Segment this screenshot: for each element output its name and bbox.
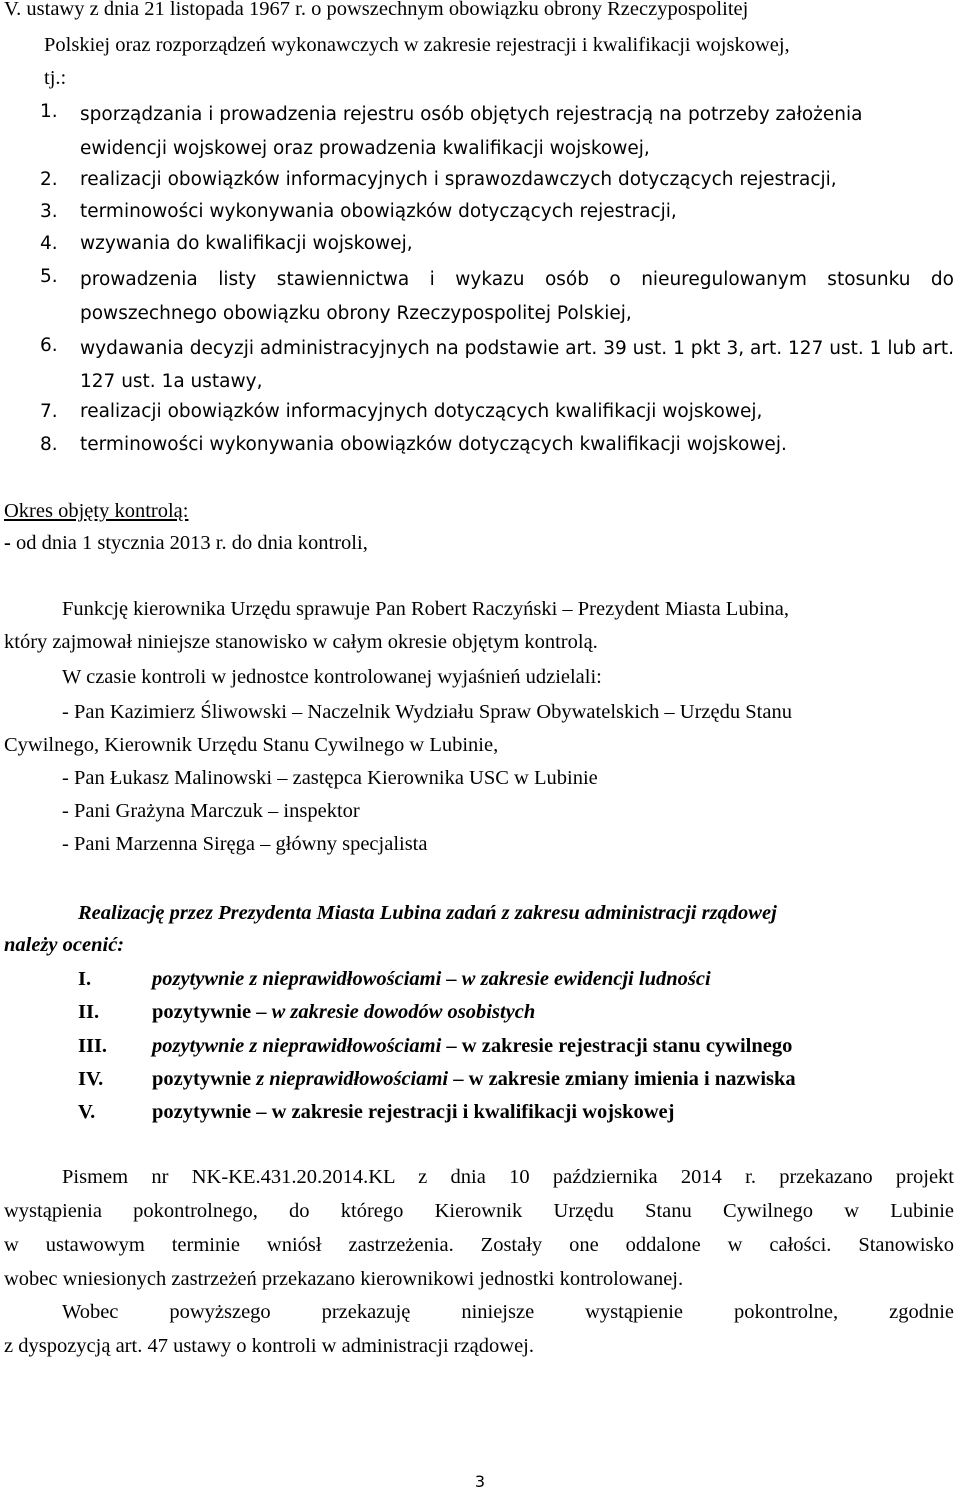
period-dash: - <box>4 532 16 554</box>
explainer-4: - Pani Marzenna Siręga – główny specjalista <box>62 833 428 855</box>
closing-p1-l2: wystąpienia pokontrolnego, do którego Kierownik Urzędu Stanu Cywilnego w Lubinie <box>4 1200 954 1222</box>
assessment-line-1: Realizację przez Prezydenta Miasta Lubina zadań z zakresu administracji rządowej <box>78 902 777 924</box>
list-text: wydawania decyzji administracyjnych na podstawie art. 39 ust. 1 pkt 3, art. 127 ust. 1 lub art. 127 ust. 1a ustawy, <box>80 338 954 392</box>
explainer-3: - Pani Grażyna Marczuk – inspektor <box>62 800 360 822</box>
assessment-verdict: pozytywnie – <box>152 1001 272 1023</box>
period-to: do dnia kontroli, <box>226 532 368 554</box>
list-number: 3. <box>40 201 58 222</box>
explainer-1-line-2: Cywilnego, Kierownik Urzędu Stanu Cywilnego w Lubinie, <box>4 734 499 756</box>
assessment-row-3 <box>78 1031 954 1063</box>
list-number: 4. <box>40 233 58 254</box>
list-text: wzywania do kwalifikacji wojskowej, <box>80 233 413 254</box>
page-number: 3 <box>474 1472 486 1491</box>
roman-numeral: IV. <box>78 1068 104 1090</box>
list-item-5 <box>40 263 954 331</box>
head-line-1: Funkcję kierownika Urzędu sprawuje Pan Robert Raczyński – Prezydent Miasta Lubina, <box>62 598 789 620</box>
list-number: 2. <box>40 169 58 190</box>
list-number: 5. <box>40 266 58 287</box>
assessment-verdict: pozytywnie z nieprawidłowościami <box>152 1035 442 1057</box>
closing-p2-l1: Wobec powyższego przekazuję niniejsze wystąpienie pokontrolne, zgodnie <box>62 1301 954 1323</box>
period-from: od dnia 1 stycznia 2013 r. <box>15 532 227 554</box>
assessment-qualifier: z nieprawidłowościami <box>256 1068 449 1090</box>
head-line-2: który zajmował niniejsze stanowisko w całym okresie objętym kontrolą. <box>4 631 598 653</box>
list-number: 1. <box>40 101 58 122</box>
assessment-text: pozytywnie z nieprawidłowościami – w zakresie ewidencji ludności <box>152 968 711 990</box>
assessment-verdict: pozytywnie <box>152 1068 257 1090</box>
assessment-text <box>152 1031 792 1063</box>
roman-numeral: V. <box>78 1101 96 1123</box>
list-item-3 <box>40 198 954 227</box>
roman-numeral: III. <box>78 1035 108 1057</box>
assessment-row-5 <box>78 1097 954 1129</box>
roman-numeral: I. <box>78 968 92 990</box>
closing-p1-l3: w ustawowym terminie wniósł zastrzeżenia. Zostały one oddalone w całości. Stanowisko <box>4 1234 954 1256</box>
list-number: 6. <box>40 335 58 356</box>
assessment-row-2 <box>78 997 954 1029</box>
assessment-row-1 <box>78 964 954 996</box>
list-text: realizacji obowiązków informacyjnych i sprawozdawczych dotyczących rejestracji, <box>80 169 837 190</box>
list-item-4 <box>40 230 954 259</box>
explainer-2: - Pan Łukasz Malinowski – zastępca Kierownika USC w Lubinie <box>62 767 598 789</box>
list-text: sporządzania i prowadzenia rejestru osób objętych rejestracją na potrzeby założenia ewidencji wojskowej oraz prowadzenia kwalifikacji wojskowej, <box>80 104 863 159</box>
list-text: prowadzenia listy stawiennictwa i wykazu osób o nieuregulowanym stosunku do powszechnego obowiązku obrony Rzeczypospolitej Polskiej, <box>80 269 954 324</box>
assessment-text <box>152 997 535 1029</box>
list-item-1 <box>40 98 954 166</box>
closing-p2-l2: z dyspozycją art. 47 ustawy o kontroli w administracji rządowej. <box>4 1335 535 1357</box>
period-range <box>4 528 954 560</box>
assessment-line-2: należy ocenić: <box>4 934 125 956</box>
list-item-7 <box>40 398 954 427</box>
closing-p1-l1: Pismem nr NK-KE.431.20.2014.KL z dnia 10 października 2014 r. przekazano projekt <box>62 1166 954 1188</box>
list-item-6 <box>40 332 954 398</box>
intro-line-3: tj.: <box>44 67 67 89</box>
list-number: 8. <box>40 434 58 455</box>
list-item-8 <box>40 431 954 460</box>
list-text: terminowości wykonywania obowiązków dotyczących rejestracji, <box>80 201 677 222</box>
intro-line-1: V. ustawy z dnia 21 listopada 1967 r. o powszechnym obowiązku obrony Rzeczypospolitej <box>4 0 749 20</box>
intro-line-2: Polskiej oraz rozporządzeń wykonawczych w zakresie rejestracji i kwalifikacji wojskowej, <box>44 34 790 56</box>
roman-numeral: II. <box>78 1001 100 1023</box>
list-text: terminowości wykonywania obowiązków dotyczących kwalifikacji wojskowej. <box>80 434 787 455</box>
explainer-1-line-1: - Pan Kazimierz Śliwowski – Naczelnik Wydziału Spraw Obywatelskich – Urzędu Stanu <box>62 701 792 723</box>
assessment-scope: w zakresie dowodów osobistych <box>271 1001 536 1023</box>
period-heading-text: Okres objęty kontrolą: <box>4 500 189 522</box>
explanations-intro: W czasie kontroli w jednostce kontrolowanej wyjaśnień udzielali: <box>62 666 602 688</box>
assessment-scope: – w zakresie rejestracji stanu cywilnego <box>441 1035 793 1057</box>
assessment-scope: – w zakresie zmiany imienia i nazwiska <box>448 1068 796 1090</box>
assessment-row-4 <box>78 1064 954 1096</box>
list-text: realizacji obowiązków informacyjnych dotyczących kwalifikacji wojskowej, <box>80 401 763 422</box>
assessment-text: pozytywnie – w zakresie rejestracji i kwalifikacji wojskowej <box>152 1101 675 1123</box>
assessment-text <box>152 1064 796 1096</box>
list-item-2 <box>40 166 954 195</box>
list-number: 7. <box>40 401 58 422</box>
closing-p1-l4: wobec wniesionych zastrzeżeń przekazano kierownikowi jednostki kontrolowanej. <box>4 1268 684 1290</box>
period-heading <box>4 496 954 528</box>
